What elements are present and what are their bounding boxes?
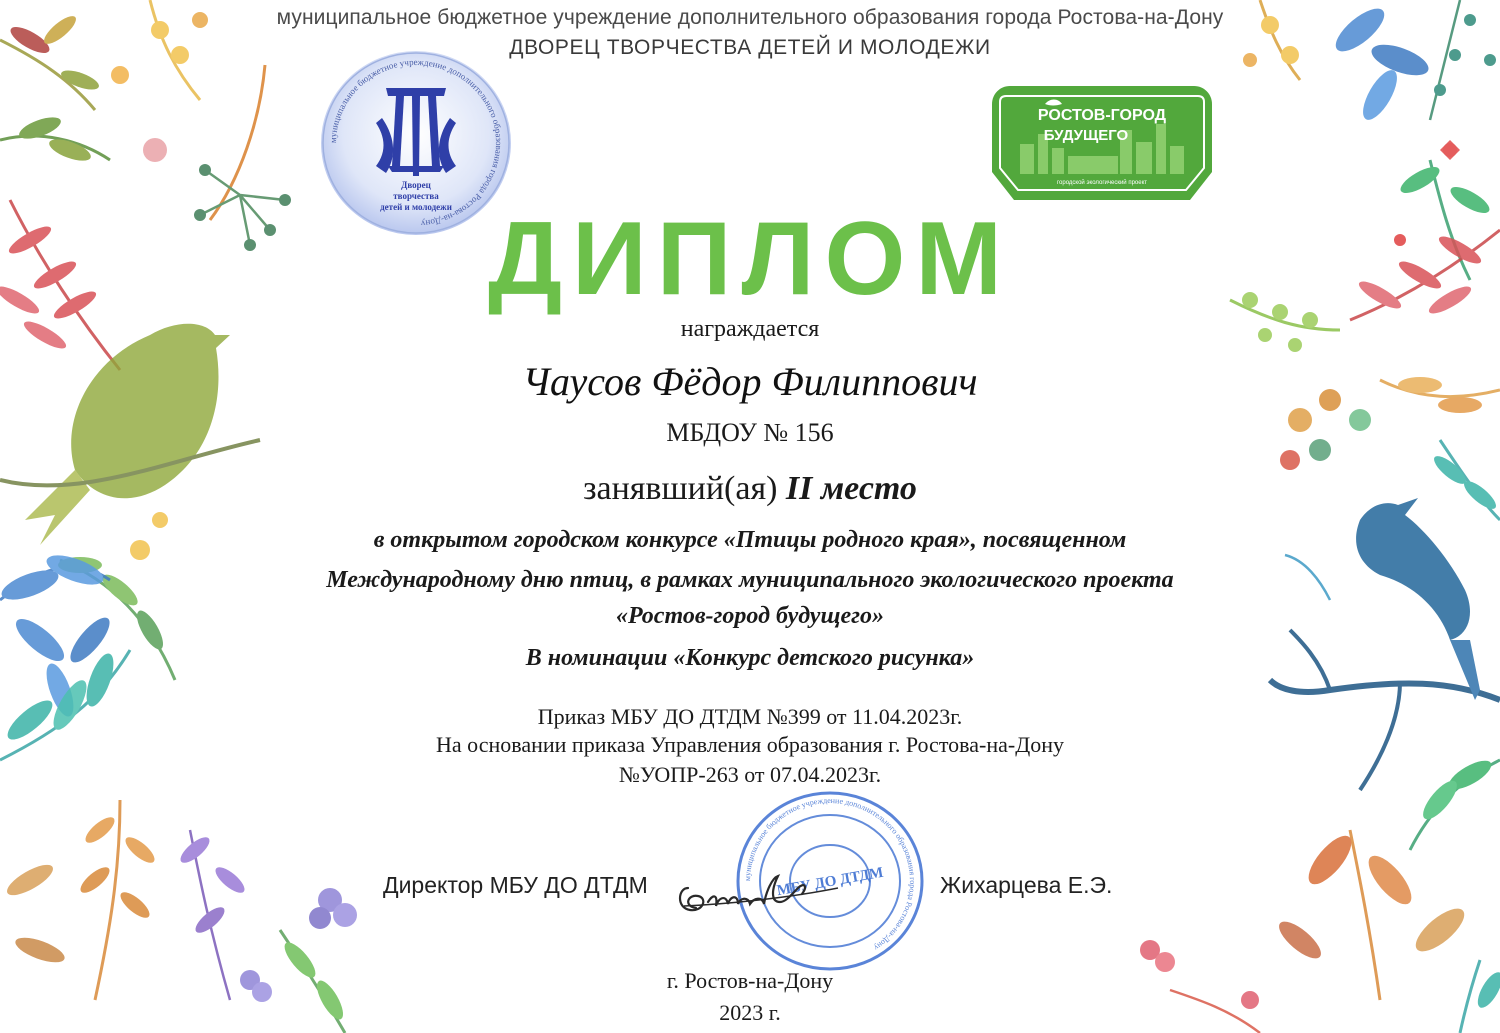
logo-title-2: БУДУЩЕГО bbox=[1043, 127, 1129, 144]
institution-subtitle: ДВОРЕЦ ТВОРЧЕСТВА ДЕТЕЙ И МОЛОДЕЖИ bbox=[509, 36, 991, 59]
order-line-2: На основании приказа Управления образования г. Ростова-на-Дону bbox=[436, 732, 1064, 757]
contest-line-1: в открытом городском конкурсе «Птицы родного края», посвященном bbox=[373, 527, 1127, 553]
contest-line-3: «Ростов-город будущего» bbox=[616, 603, 884, 629]
stamp-center-text: МБУ ДО ДТДМ bbox=[775, 864, 885, 900]
place-prefix: занявший(ая) bbox=[583, 470, 786, 507]
awarded-label: награждается bbox=[680, 316, 820, 342]
director-position: Директор МБУ ДО ДТДМ bbox=[383, 872, 648, 898]
contest-line-2: Международному дню птиц, в рамках муниципального экологического проекта bbox=[326, 567, 1174, 593]
seal-caption-3: детей и молодежи bbox=[380, 202, 452, 212]
institution-name: муниципальное бюджетное учреждение дополнительного образования города Ростова-на-Дону bbox=[276, 6, 1224, 29]
issue-year: 2023 г. bbox=[719, 1000, 781, 1025]
nomination-line: В номинации «Конкурс детского рисунка» bbox=[525, 645, 975, 671]
logo-title-1: РОСТОВ-ГОРОД bbox=[1037, 107, 1167, 124]
order-line-1: Приказ МБУ ДО ДТДМ №399 от 11.04.2023г. bbox=[537, 704, 963, 729]
recipient-organization: МБДОУ № 156 bbox=[666, 418, 834, 447]
director-signature bbox=[668, 858, 848, 928]
logo-subtitle: городской экологический проект bbox=[1056, 180, 1148, 186]
seal-caption-1: Дворец bbox=[401, 180, 431, 190]
diploma-title: ДИПЛОМ bbox=[487, 201, 1013, 317]
place-line bbox=[0, 470, 1500, 508]
director-name: Жихарцева Е.Э. bbox=[940, 872, 1113, 898]
issue-city: г. Ростов-на-Дону bbox=[666, 968, 834, 993]
stamp-ring-text: муниципальное бюджетное учреждение дополнительного образования города Ростова-на-Дону bbox=[742, 795, 918, 953]
rostov-future-logo bbox=[990, 84, 1214, 202]
recipient-name: Чаусов Фёдор Филиппович bbox=[522, 359, 978, 404]
seal-ring-text: муниципальное бюджетное учреждение дополнительного образования города Ростова-на-Дону bbox=[327, 56, 505, 229]
seal-caption-2: творчества bbox=[393, 191, 439, 201]
place-value: II место bbox=[785, 470, 917, 507]
order-line-3: №УОПР-263 от 07.04.2023г. bbox=[618, 762, 882, 787]
